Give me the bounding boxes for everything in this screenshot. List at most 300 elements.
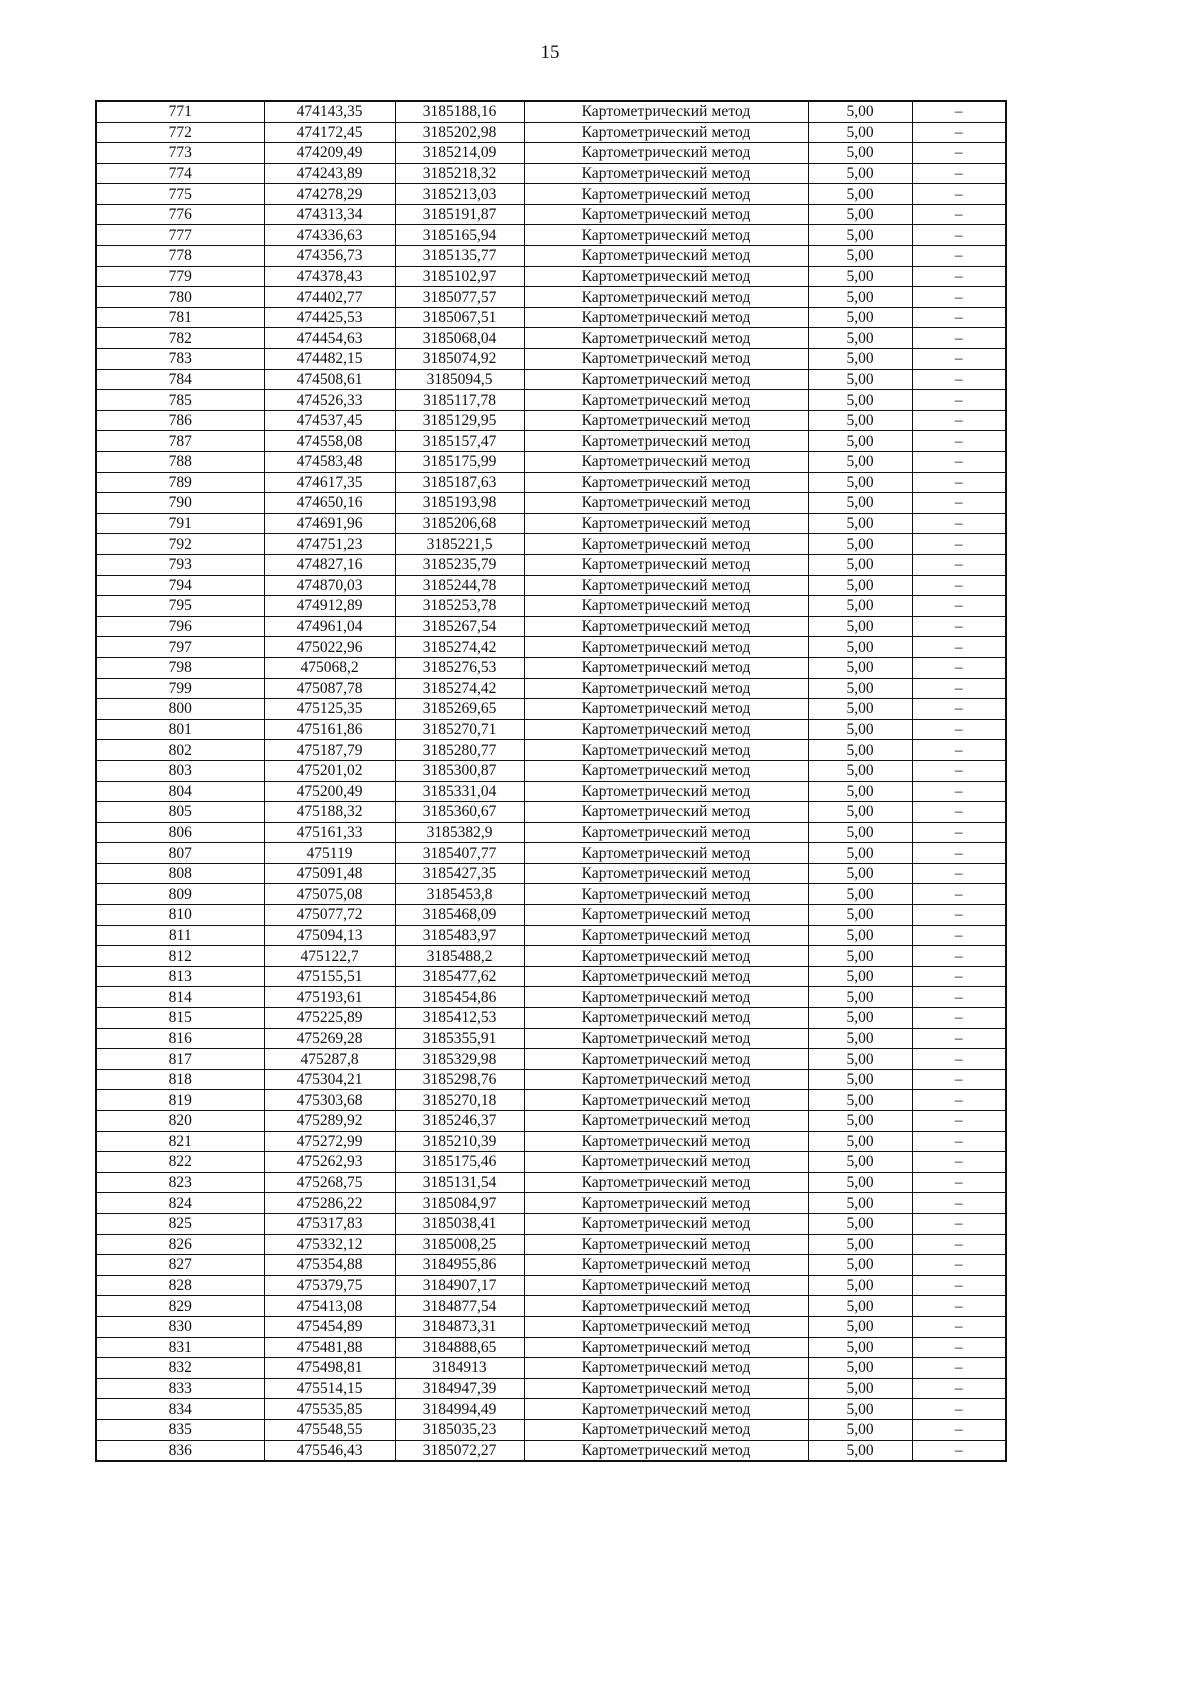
point-number-cell: 798: [96, 657, 264, 678]
table-row: [96, 1049, 1006, 1070]
method-cell: Картометрический метод: [524, 1255, 808, 1276]
x-coordinate-cell: 475122,7: [264, 946, 395, 967]
table-row: [96, 163, 1006, 184]
table-row: [96, 1337, 1006, 1358]
x-coordinate-cell: 474650,16: [264, 493, 395, 514]
table-row: [96, 101, 1006, 122]
method-cell: Картометрический метод: [524, 1358, 808, 1379]
x-coordinate-cell: 475379,75: [264, 1275, 395, 1296]
x-coordinate-cell: 475454,89: [264, 1316, 395, 1337]
note-cell: –: [912, 390, 1006, 411]
point-number-cell: 818: [96, 1069, 264, 1090]
x-coordinate-cell: 475187,79: [264, 740, 395, 761]
note-cell: –: [912, 101, 1006, 122]
point-number-cell: 826: [96, 1234, 264, 1255]
y-coordinate-cell: 3185131,54: [395, 1172, 524, 1193]
accuracy-cell: 5,00: [808, 1378, 912, 1399]
point-number-cell: 807: [96, 843, 264, 864]
point-number-cell: 817: [96, 1049, 264, 1070]
method-cell: Картометрический метод: [524, 1111, 808, 1132]
note-cell: –: [912, 987, 1006, 1008]
y-coordinate-cell: 3185175,99: [395, 452, 524, 473]
note-cell: –: [912, 369, 1006, 390]
y-coordinate-cell: 3185202,98: [395, 122, 524, 143]
x-coordinate-cell: 474526,33: [264, 390, 395, 411]
y-coordinate-cell: 3185117,78: [395, 390, 524, 411]
accuracy-cell: 5,00: [808, 987, 912, 1008]
method-cell: Картометрический метод: [524, 1152, 808, 1173]
x-coordinate-cell: 474583,48: [264, 452, 395, 473]
point-number-cell: 815: [96, 1008, 264, 1029]
point-number-cell: 802: [96, 740, 264, 761]
method-cell: Картометрический метод: [524, 575, 808, 596]
note-cell: –: [912, 1316, 1006, 1337]
table-row: [96, 1131, 1006, 1152]
note-cell: –: [912, 1008, 1006, 1029]
point-number-cell: 830: [96, 1316, 264, 1337]
accuracy-cell: 5,00: [808, 307, 912, 328]
table-row: [96, 143, 1006, 164]
method-cell: Картометрический метод: [524, 349, 808, 370]
accuracy-cell: 5,00: [808, 637, 912, 658]
x-coordinate-cell: 475268,75: [264, 1172, 395, 1193]
x-coordinate-cell: 475125,35: [264, 699, 395, 720]
x-coordinate-cell: 474508,61: [264, 369, 395, 390]
note-cell: –: [912, 1255, 1006, 1276]
point-number-cell: 797: [96, 637, 264, 658]
method-cell: Картометрический метод: [524, 884, 808, 905]
x-coordinate-cell: 474278,29: [264, 184, 395, 205]
x-coordinate-cell: 474691,96: [264, 513, 395, 534]
y-coordinate-cell: 3185270,18: [395, 1090, 524, 1111]
note-cell: –: [912, 596, 1006, 617]
x-coordinate-cell: 474209,49: [264, 143, 395, 164]
accuracy-cell: 5,00: [808, 534, 912, 555]
y-coordinate-cell: 3185038,41: [395, 1213, 524, 1234]
y-coordinate-cell: 3185067,51: [395, 307, 524, 328]
x-coordinate-cell: 475332,12: [264, 1234, 395, 1255]
note-cell: –: [912, 554, 1006, 575]
accuracy-cell: 5,00: [808, 822, 912, 843]
method-cell: Картометрический метод: [524, 1275, 808, 1296]
method-cell: Картометрический метод: [524, 101, 808, 122]
table-row: [96, 122, 1006, 143]
y-coordinate-cell: 3185175,46: [395, 1152, 524, 1173]
x-coordinate-cell: 475498,81: [264, 1358, 395, 1379]
y-coordinate-cell: 3185407,77: [395, 843, 524, 864]
point-number-cell: 836: [96, 1440, 264, 1461]
note-cell: –: [912, 822, 1006, 843]
table-row: [96, 1111, 1006, 1132]
table-row: [96, 513, 1006, 534]
accuracy-cell: 5,00: [808, 1337, 912, 1358]
y-coordinate-cell: 3185129,95: [395, 410, 524, 431]
table-row: [96, 307, 1006, 328]
x-coordinate-cell: 475514,15: [264, 1378, 395, 1399]
accuracy-cell: 5,00: [808, 1399, 912, 1420]
table-row: [96, 719, 1006, 740]
accuracy-cell: 5,00: [808, 410, 912, 431]
y-coordinate-cell: 3185206,68: [395, 513, 524, 534]
note-cell: –: [912, 699, 1006, 720]
table-row: [96, 781, 1006, 802]
point-number-cell: 820: [96, 1111, 264, 1132]
accuracy-cell: 5,00: [808, 781, 912, 802]
accuracy-cell: 5,00: [808, 843, 912, 864]
note-cell: –: [912, 1378, 1006, 1399]
accuracy-cell: 5,00: [808, 1213, 912, 1234]
table-row: [96, 1378, 1006, 1399]
y-coordinate-cell: 3184877,54: [395, 1296, 524, 1317]
note-cell: –: [912, 1090, 1006, 1111]
point-number-cell: 806: [96, 822, 264, 843]
note-cell: –: [912, 1440, 1006, 1461]
point-number-cell: 772: [96, 122, 264, 143]
point-number-cell: 828: [96, 1275, 264, 1296]
x-coordinate-cell: 475200,49: [264, 781, 395, 802]
note-cell: –: [912, 740, 1006, 761]
point-number-cell: 827: [96, 1255, 264, 1276]
method-cell: Картометрический метод: [524, 328, 808, 349]
table-row: [96, 287, 1006, 308]
accuracy-cell: 5,00: [808, 225, 912, 246]
accuracy-cell: 5,00: [808, 369, 912, 390]
point-number-cell: 824: [96, 1193, 264, 1214]
y-coordinate-cell: 3185483,97: [395, 925, 524, 946]
y-coordinate-cell: 3185276,53: [395, 657, 524, 678]
point-number-cell: 783: [96, 349, 264, 370]
table-row: [96, 616, 1006, 637]
x-coordinate-cell: 475161,33: [264, 822, 395, 843]
accuracy-cell: 5,00: [808, 122, 912, 143]
note-cell: –: [912, 431, 1006, 452]
accuracy-cell: 5,00: [808, 863, 912, 884]
accuracy-cell: 5,00: [808, 266, 912, 287]
table-row: [96, 1316, 1006, 1337]
table-row: [96, 699, 1006, 720]
point-number-cell: 834: [96, 1399, 264, 1420]
method-cell: Картометрический метод: [524, 1028, 808, 1049]
table-row: [96, 225, 1006, 246]
table-row: [96, 534, 1006, 555]
method-cell: Картометрический метод: [524, 452, 808, 473]
x-coordinate-cell: 475193,61: [264, 987, 395, 1008]
accuracy-cell: 5,00: [808, 905, 912, 926]
point-number-cell: 829: [96, 1296, 264, 1317]
method-cell: Картометрический метод: [524, 1172, 808, 1193]
coordinates-table: [95, 100, 1007, 1462]
y-coordinate-cell: 3185355,91: [395, 1028, 524, 1049]
note-cell: –: [912, 1049, 1006, 1070]
accuracy-cell: 5,00: [808, 1358, 912, 1379]
y-coordinate-cell: 3185157,47: [395, 431, 524, 452]
y-coordinate-cell: 3185298,76: [395, 1069, 524, 1090]
point-number-cell: 789: [96, 472, 264, 493]
point-number-cell: 813: [96, 966, 264, 987]
accuracy-cell: 5,00: [808, 554, 912, 575]
table-row: [96, 802, 1006, 823]
note-cell: –: [912, 143, 1006, 164]
table-row: [96, 452, 1006, 473]
method-cell: Картометрический метод: [524, 287, 808, 308]
table-row: [96, 1172, 1006, 1193]
table-row: [96, 575, 1006, 596]
method-cell: Картометрический метод: [524, 1069, 808, 1090]
y-coordinate-cell: 3185213,03: [395, 184, 524, 205]
x-coordinate-cell: 474402,77: [264, 287, 395, 308]
method-cell: Картометрический метод: [524, 472, 808, 493]
note-cell: –: [912, 946, 1006, 967]
accuracy-cell: 5,00: [808, 143, 912, 164]
note-cell: –: [912, 616, 1006, 637]
point-number-cell: 800: [96, 699, 264, 720]
point-number-cell: 803: [96, 760, 264, 781]
point-number-cell: 825: [96, 1213, 264, 1234]
method-cell: Картометрический метод: [524, 719, 808, 740]
table-row: [96, 1440, 1006, 1461]
x-coordinate-cell: 475548,55: [264, 1419, 395, 1440]
method-cell: Картометрический метод: [524, 431, 808, 452]
y-coordinate-cell: 3185274,42: [395, 678, 524, 699]
y-coordinate-cell: 3185165,94: [395, 225, 524, 246]
method-cell: Картометрический метод: [524, 1234, 808, 1255]
accuracy-cell: 5,00: [808, 287, 912, 308]
x-coordinate-cell: 475354,88: [264, 1255, 395, 1276]
accuracy-cell: 5,00: [808, 204, 912, 225]
x-coordinate-cell: 475068,2: [264, 657, 395, 678]
accuracy-cell: 5,00: [808, 760, 912, 781]
y-coordinate-cell: 3185412,53: [395, 1008, 524, 1029]
method-cell: Картометрический метод: [524, 1378, 808, 1399]
accuracy-cell: 5,00: [808, 472, 912, 493]
note-cell: –: [912, 966, 1006, 987]
accuracy-cell: 5,00: [808, 1152, 912, 1173]
y-coordinate-cell: 3185214,09: [395, 143, 524, 164]
note-cell: –: [912, 637, 1006, 658]
x-coordinate-cell: 475269,28: [264, 1028, 395, 1049]
note-cell: –: [912, 657, 1006, 678]
table-row: [96, 184, 1006, 205]
note-cell: –: [912, 1234, 1006, 1255]
x-coordinate-cell: 474751,23: [264, 534, 395, 555]
table-row: [96, 678, 1006, 699]
accuracy-cell: 5,00: [808, 1069, 912, 1090]
x-coordinate-cell: 474870,03: [264, 575, 395, 596]
point-number-cell: 774: [96, 163, 264, 184]
point-number-cell: 788: [96, 452, 264, 473]
point-number-cell: 821: [96, 1131, 264, 1152]
x-coordinate-cell: 474961,04: [264, 616, 395, 637]
method-cell: Картометрический метод: [524, 1419, 808, 1440]
table-row: [96, 1419, 1006, 1440]
point-number-cell: 796: [96, 616, 264, 637]
y-coordinate-cell: 3184888,65: [395, 1337, 524, 1358]
y-coordinate-cell: 3184913: [395, 1358, 524, 1379]
y-coordinate-cell: 3185453,8: [395, 884, 524, 905]
y-coordinate-cell: 3184994,49: [395, 1399, 524, 1420]
table-row: [96, 1090, 1006, 1111]
point-number-cell: 793: [96, 554, 264, 575]
method-cell: Картометрический метод: [524, 1337, 808, 1358]
method-cell: Картометрический метод: [524, 596, 808, 617]
point-number-cell: 776: [96, 204, 264, 225]
method-cell: Картометрический метод: [524, 534, 808, 555]
x-coordinate-cell: 475272,99: [264, 1131, 395, 1152]
point-number-cell: 777: [96, 225, 264, 246]
method-cell: Картометрический метод: [524, 781, 808, 802]
note-cell: –: [912, 1275, 1006, 1296]
method-cell: Картометрический метод: [524, 184, 808, 205]
accuracy-cell: 5,00: [808, 1255, 912, 1276]
method-cell: Картометрический метод: [524, 1090, 808, 1111]
accuracy-cell: 5,00: [808, 925, 912, 946]
x-coordinate-cell: 475119: [264, 843, 395, 864]
method-cell: Картометрический метод: [524, 843, 808, 864]
note-cell: –: [912, 246, 1006, 267]
y-coordinate-cell: 3185253,78: [395, 596, 524, 617]
y-coordinate-cell: 3185360,67: [395, 802, 524, 823]
point-number-cell: 773: [96, 143, 264, 164]
method-cell: Картометрический метод: [524, 163, 808, 184]
method-cell: Картометрический метод: [524, 802, 808, 823]
x-coordinate-cell: 474482,15: [264, 349, 395, 370]
note-cell: –: [912, 184, 1006, 205]
accuracy-cell: 5,00: [808, 1316, 912, 1337]
table-row: [96, 1399, 1006, 1420]
point-number-cell: 814: [96, 987, 264, 1008]
point-number-cell: 809: [96, 884, 264, 905]
table-row: [96, 493, 1006, 514]
note-cell: –: [912, 513, 1006, 534]
table-row: [96, 1275, 1006, 1296]
accuracy-cell: 5,00: [808, 740, 912, 761]
x-coordinate-cell: 474558,08: [264, 431, 395, 452]
note-cell: –: [912, 287, 1006, 308]
method-cell: Картометрический метод: [524, 966, 808, 987]
method-cell: Картометрический метод: [524, 905, 808, 926]
x-coordinate-cell: 475094,13: [264, 925, 395, 946]
x-coordinate-cell: 474313,34: [264, 204, 395, 225]
table-row: [96, 1213, 1006, 1234]
note-cell: –: [912, 1172, 1006, 1193]
accuracy-cell: 5,00: [808, 390, 912, 411]
point-number-cell: 790: [96, 493, 264, 514]
x-coordinate-cell: 475287,8: [264, 1049, 395, 1070]
note-cell: –: [912, 163, 1006, 184]
accuracy-cell: 5,00: [808, 657, 912, 678]
note-cell: –: [912, 493, 1006, 514]
method-cell: Картометрический метод: [524, 369, 808, 390]
method-cell: Картометрический метод: [524, 225, 808, 246]
y-coordinate-cell: 3184873,31: [395, 1316, 524, 1337]
accuracy-cell: 5,00: [808, 101, 912, 122]
point-number-cell: 831: [96, 1337, 264, 1358]
point-number-cell: 771: [96, 101, 264, 122]
y-coordinate-cell: 3185074,92: [395, 349, 524, 370]
note-cell: –: [912, 1069, 1006, 1090]
method-cell: Картометрический метод: [524, 1213, 808, 1234]
table-row: [96, 843, 1006, 864]
y-coordinate-cell: 3185094,5: [395, 369, 524, 390]
note-cell: –: [912, 781, 1006, 802]
accuracy-cell: 5,00: [808, 1131, 912, 1152]
accuracy-cell: 5,00: [808, 575, 912, 596]
note-cell: –: [912, 204, 1006, 225]
x-coordinate-cell: 475225,89: [264, 1008, 395, 1029]
y-coordinate-cell: 3185068,04: [395, 328, 524, 349]
accuracy-cell: 5,00: [808, 1234, 912, 1255]
y-coordinate-cell: 3185274,42: [395, 637, 524, 658]
point-number-cell: 801: [96, 719, 264, 740]
x-coordinate-cell: 474172,45: [264, 122, 395, 143]
note-cell: –: [912, 1296, 1006, 1317]
x-coordinate-cell: 475286,22: [264, 1193, 395, 1214]
page-number: 15: [540, 42, 560, 63]
table-row: [96, 884, 1006, 905]
y-coordinate-cell: 3185331,04: [395, 781, 524, 802]
method-cell: Картометрический метод: [524, 554, 808, 575]
table-row: [96, 1008, 1006, 1029]
note-cell: –: [912, 1131, 1006, 1152]
y-coordinate-cell: 3185035,23: [395, 1419, 524, 1440]
point-number-cell: 795: [96, 596, 264, 617]
note-cell: –: [912, 760, 1006, 781]
x-coordinate-cell: 474425,53: [264, 307, 395, 328]
y-coordinate-cell: 3184907,17: [395, 1275, 524, 1296]
note-cell: –: [912, 534, 1006, 555]
x-coordinate-cell: 474143,35: [264, 101, 395, 122]
table-row: [96, 1193, 1006, 1214]
y-coordinate-cell: 3185477,62: [395, 966, 524, 987]
y-coordinate-cell: 3185329,98: [395, 1049, 524, 1070]
method-cell: Картометрический метод: [524, 1131, 808, 1152]
accuracy-cell: 5,00: [808, 616, 912, 637]
x-coordinate-cell: 475155,51: [264, 966, 395, 987]
table-row: [96, 431, 1006, 452]
point-number-cell: 832: [96, 1358, 264, 1379]
x-coordinate-cell: 475188,32: [264, 802, 395, 823]
method-cell: Картометрический метод: [524, 266, 808, 287]
accuracy-cell: 5,00: [808, 431, 912, 452]
method-cell: Картометрический метод: [524, 307, 808, 328]
point-number-cell: 822: [96, 1152, 264, 1173]
table-row: [96, 1069, 1006, 1090]
table-row: [96, 369, 1006, 390]
table-row: [96, 349, 1006, 370]
y-coordinate-cell: 3185267,54: [395, 616, 524, 637]
point-number-cell: 805: [96, 802, 264, 823]
point-number-cell: 775: [96, 184, 264, 205]
accuracy-cell: 5,00: [808, 1296, 912, 1317]
y-coordinate-cell: 3185300,87: [395, 760, 524, 781]
point-number-cell: 799: [96, 678, 264, 699]
y-coordinate-cell: 3185188,16: [395, 101, 524, 122]
note-cell: –: [912, 225, 1006, 246]
x-coordinate-cell: 475413,08: [264, 1296, 395, 1317]
y-coordinate-cell: 3185235,79: [395, 554, 524, 575]
method-cell: Картометрический метод: [524, 678, 808, 699]
point-number-cell: 780: [96, 287, 264, 308]
table-row: [96, 266, 1006, 287]
x-coordinate-cell: 475546,43: [264, 1440, 395, 1461]
table-row: [96, 1255, 1006, 1276]
method-cell: Картометрический метод: [524, 925, 808, 946]
note-cell: –: [912, 266, 1006, 287]
note-cell: –: [912, 1111, 1006, 1132]
accuracy-cell: 5,00: [808, 163, 912, 184]
x-coordinate-cell: 475087,78: [264, 678, 395, 699]
table-row: [96, 657, 1006, 678]
